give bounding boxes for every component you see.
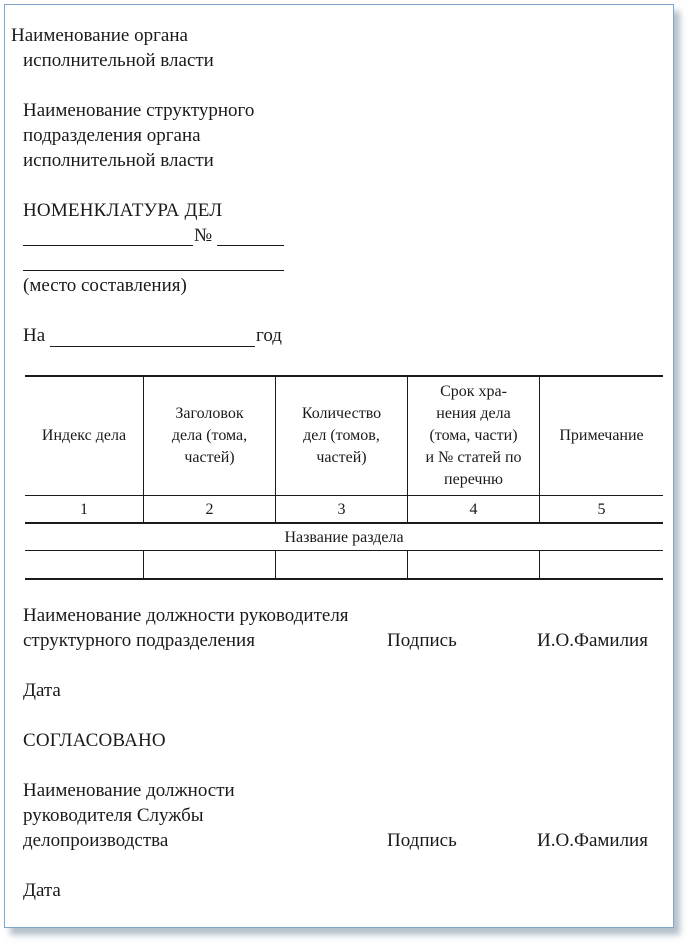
head-signature-label: Подпись xyxy=(387,630,457,651)
section-name-row: Название раздела xyxy=(284,528,404,546)
column-header-count: Количество дел (томов, частей) xyxy=(301,405,382,466)
column-number: 5 xyxy=(597,500,606,518)
head-position-line1: Наименование должности руководителя xyxy=(23,605,349,626)
org-name-line2: исполнительной власти xyxy=(23,50,214,71)
year-prefix: На xyxy=(23,325,46,346)
number-underline xyxy=(217,245,284,246)
nomenclature-table xyxy=(25,375,663,581)
table-column-divider xyxy=(143,551,144,579)
column-header-note: Примечание xyxy=(559,427,644,444)
table-column-divider xyxy=(539,551,540,579)
org-name-line1: Наименование органа xyxy=(11,25,188,46)
table-bottom-border xyxy=(25,578,663,580)
records-name-label: И.О.Фамилия xyxy=(537,830,648,851)
unit-name-line2: подразделения органа xyxy=(23,125,201,146)
column-header-title: Заголовок дела (тома, частей) xyxy=(171,405,248,466)
records-position-line3: делопроизводства xyxy=(23,830,169,851)
column-header-index: Индекс дела xyxy=(41,427,127,444)
place-label: (место составления) xyxy=(23,275,187,296)
date-underline xyxy=(23,245,193,246)
approved-heading: СОГЛАСОВАНО xyxy=(23,730,166,751)
head-position-line2: структурного подразделения xyxy=(23,630,255,651)
document-title: НОМЕНКЛАТУРА ДЕЛ xyxy=(23,200,223,221)
head-name-label: И.О.Фамилия xyxy=(537,630,648,651)
records-signature-label: Подпись xyxy=(387,830,457,851)
year-suffix: год xyxy=(256,325,282,346)
table-column-divider xyxy=(275,551,276,579)
number-sign: № xyxy=(194,225,213,246)
records-date-label: Дата xyxy=(23,880,61,901)
column-header-retention: Срок хра- нения дела (тома, части) и № статей по перечню xyxy=(425,383,522,488)
column-number: 4 xyxy=(469,500,478,518)
records-position-line1: Наименование должности xyxy=(23,780,235,801)
document-page xyxy=(4,4,674,928)
unit-name-line1: Наименование структурного xyxy=(23,100,255,121)
head-date-label: Дата xyxy=(23,680,61,701)
column-number: 1 xyxy=(80,500,88,518)
column-number: 3 xyxy=(337,500,346,518)
year-underline xyxy=(50,346,255,347)
column-number: 2 xyxy=(205,500,214,518)
table-column-divider xyxy=(407,551,408,579)
place-underline xyxy=(23,270,284,271)
records-position-line2: руководителя Службы xyxy=(23,805,204,826)
unit-name-line3: исполнительной власти xyxy=(23,150,214,171)
